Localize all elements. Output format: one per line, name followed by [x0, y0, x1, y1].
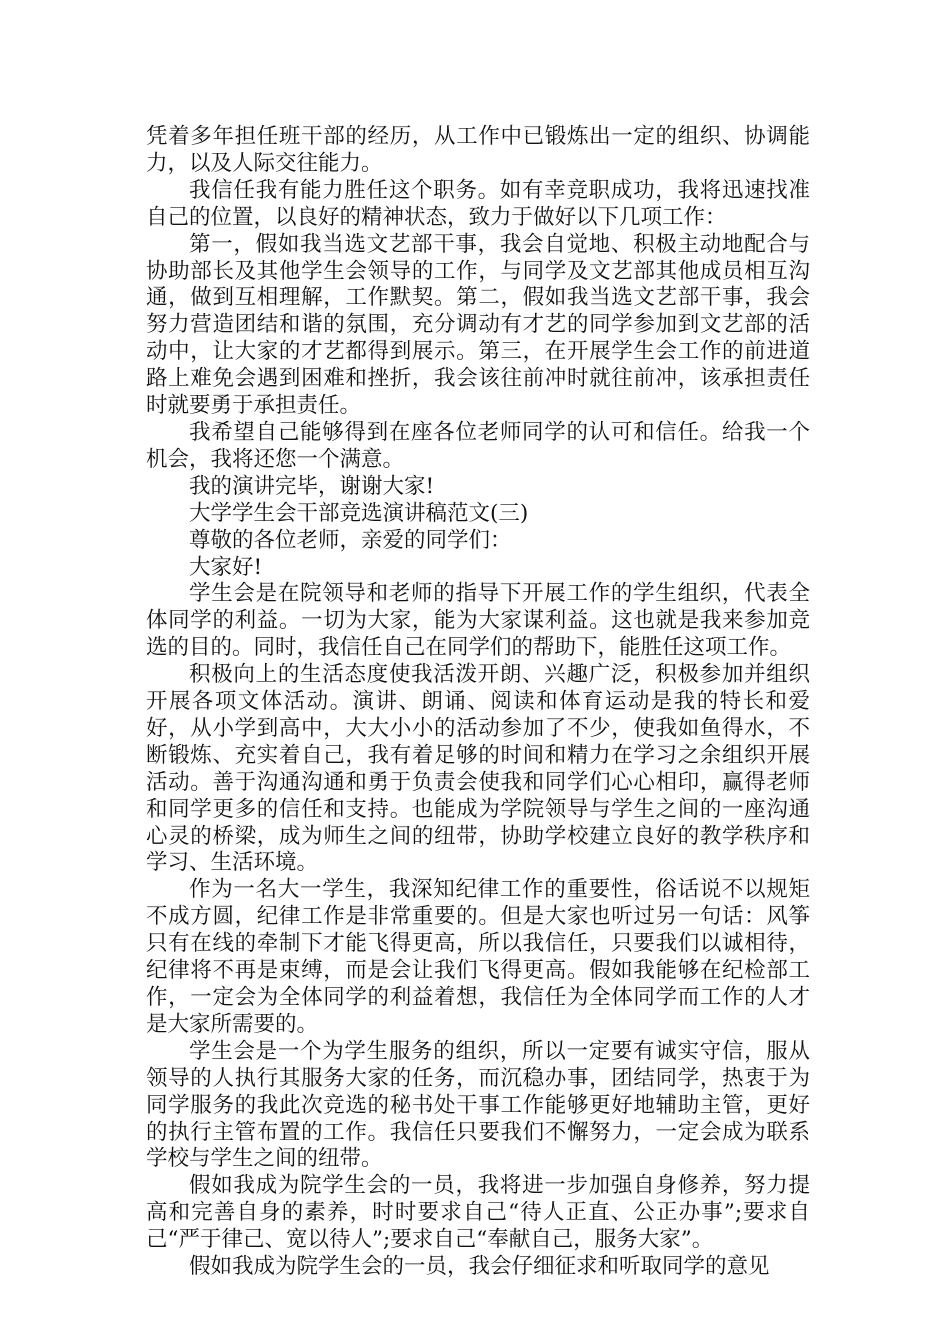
section-title: 大学学生会干部竞选演讲稿范文(三)	[189, 500, 529, 526]
paragraph-2: 我信任我有能力胜任这个职务。如有幸竞职成功，我将迅速找准自己的位置，以良好的精神状态，致力于做好以下几项工作：	[146, 177, 810, 230]
paragraph-1: 凭着多年担任班干部的经历，从工作中已锻炼出一定的组织、协调能力，以及人际交往能力。	[146, 124, 810, 176]
document-body	[146, 124, 810, 1281]
paragraph-13: 假如我成为院学生会的一员，我将进一步加强自身修养，努力提高和完善自身的素养，时时要求自己“待人正直、公正办事”;要求自己“严于律己、宽以待人”;要求自己“奉献自己，服务大家”。	[146, 1173, 810, 1253]
paragraph-3: 第一，假如我当选文艺部干事，我会自觉地、积极主动地配合与协助部长及其他学生会领导的工作，与同学及文艺部其他成员相互沟通，做到互相理解，工作默契。第二，假如我当选文艺部干事，我会努力营造团结和谐的氛围，充分调动有才艺的同学参加到文艺部的活动中，让大家的才艺都得到展示。第三，在开展学生会工作的前进道路上难免会遇到困难和挫折，我会该往前冲时就往前冲，该承担责任时就要勇于承担责任。	[146, 231, 810, 419]
closing-line: 我的演讲完毕，谢谢大家!	[189, 473, 435, 499]
paragraph-11: 作为一名大一学生，我深知纪律工作的重要性，俗话说不以规矩不成方圆，纪律工作是非常重要的。但是大家也听过另一句话：风筝只有在线的牵制下才能飞得更高，所以我信任，只要我们以诚相待，纪律将不再是束缚，而是会让我们飞得更高。假如我能够在纪检部工作，一定会为全体同学的利益着想，我信任为全体同学而工作的人才是大家所需要的。	[146, 877, 810, 1037]
greeting: 大家好!	[189, 554, 263, 580]
paragraph-4: 我希望自己能够得到在座各位老师同学的认可和信任。给我一个机会，我将还您一个满意。	[146, 419, 810, 472]
salutation: 尊敬的各位老师，亲爱的同学们：	[189, 527, 512, 553]
paragraph-10: 积极向上的生活态度使我活泼开朗、兴趣广泛，积极参加并组织开展各项文体活动。演讲、朗诵、阅读和体育运动是我的特长和爱好，从小学到高中，大大小小的活动参加了不少，使我如鱼得水，不断锻炼、充实着自己，我有着足够的时间和精力在学习之余组织开展活动。善于沟通沟通和勇于负责会使我和同学们心心相印，赢得老师和同学更多的信任和支持。也能成为学院领导与学生之间的一座沟通心灵的桥梁，成为师生之间的纽带，协助学校建立良好的教学秩序和学习、生活环境。	[146, 662, 810, 876]
paragraph-12: 学生会是一个为学生服务的组织，所以一定要有诚实守信，服从领导的人执行其服务大家的任务，而沉稳办事，团结同学，热衷于为同学服务的我此次竞选的秘书处干事工作能够更好地辅助主管，更好的执行主管布置的工作。我信任只要我们不懈努力，一定会成为联系学校与学生之间的纽带。	[146, 1038, 810, 1172]
paragraph-9: 学生会是在院领导和老师的指导下开展工作的学生组织，代表全体同学的利益。一切为大家，能为大家谋利益。这也就是我来参加竞选的目的。同时，我信任自己在同学们的帮助下，能胜任这项工作。	[146, 581, 810, 661]
paragraph-14: 假如我成为院学生会的一员，我会仔细征求和听取同学的意见	[189, 1254, 770, 1280]
